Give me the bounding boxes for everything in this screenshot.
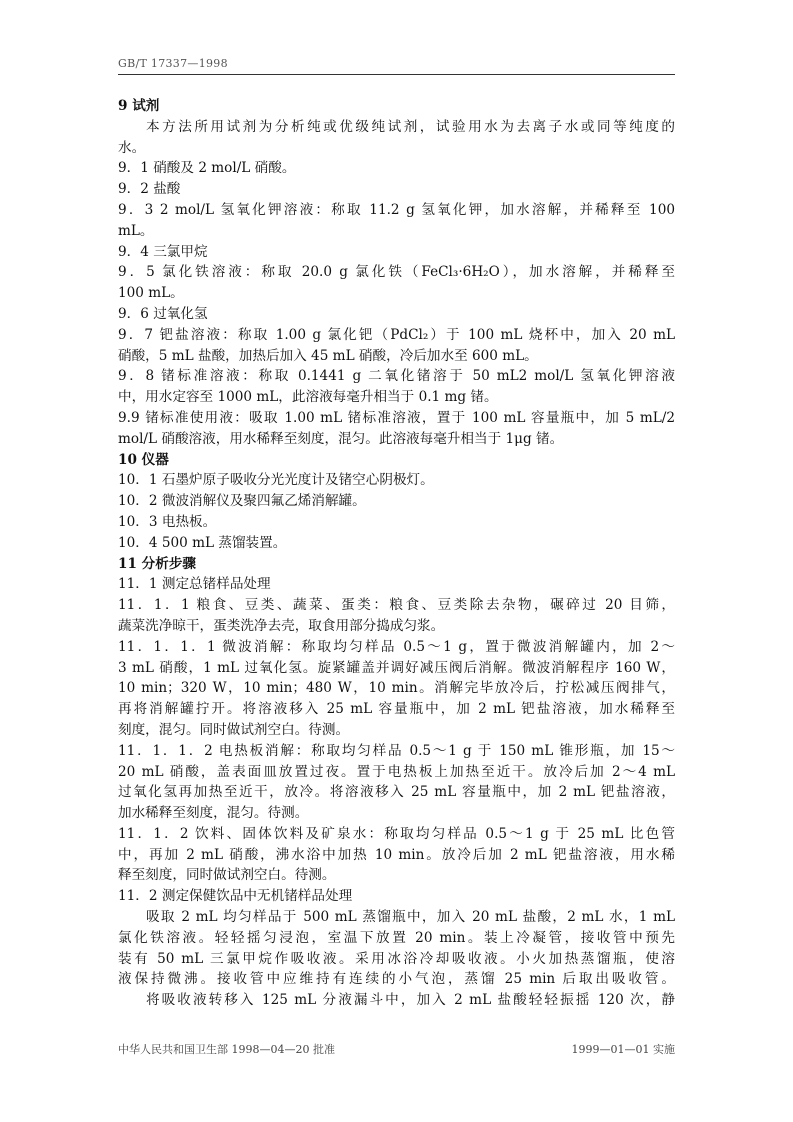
- standard-number: GB/T 17337—1998: [118, 57, 228, 70]
- section-heading: 11 分析步骤: [118, 555, 197, 572]
- text-line: 10．4 500 mL 蒸馏装置。: [118, 534, 287, 551]
- text-line: 再将消解罐拧开。将溶液移入 25 mL 容量瓶中，加 2 mL 钯盐溶液，加水稀释至: [118, 701, 675, 718]
- text-line: 吸取 2 mL 均匀样品于 500 mL 蒸馏瓶中，加入 20 mL 盐酸，2 mL 水，1 mL: [146, 909, 675, 926]
- text-line: 过氧化氢再加热至近干，放冷。将溶液移入 25 mL 容量瓶中，加 2 mL 钯盐溶液，: [118, 784, 675, 801]
- text-line: 蔬菜洗净晾干，蛋类洗净去壳，取食用部分捣成匀浆。: [118, 617, 445, 634]
- text-line: 释至刻度，同时做试剂空白。待测。: [118, 867, 336, 884]
- text-line: 氯化铁溶液。轻轻摇匀浸泡，室温下放置 20 min。装上冷凝管，接收管中预先: [118, 929, 675, 946]
- section-heading: 9 试剂: [118, 98, 160, 114]
- text-line: 中，用水定容至 1000 mL，此溶液每毫升相当于 0.1 mg 锗。: [118, 389, 498, 406]
- text-line: 将吸收液转移入 125 mL 分液漏斗中，加入 2 mL 盐酸轻轻振摇 120 次，静: [146, 992, 675, 1009]
- text-line: 10．3 电热板。: [118, 513, 217, 530]
- text-line: 11．1．1．1 微波消解：称取均匀样品 0.5～1 g，置于微波消解罐内，加 2～: [118, 638, 675, 655]
- text-line: 9．6 过氧化氢: [118, 305, 208, 322]
- text-line: 本方法所用试剂为分析纯或优级纯试剂，试验用水为去离子水或同等纯度的: [146, 118, 675, 135]
- text-line: 11．1 测定总锗样品处理: [118, 576, 271, 593]
- text-line: 9．3 2 mol/L 氢氧化钾溶液：称取 11.2 g 氢氧化钾，加水溶解，并稀释至 100: [118, 201, 675, 218]
- text-line: 100 mL。: [118, 285, 184, 302]
- text-line: 加水稀释至刻度，混匀。待测。: [118, 805, 309, 822]
- text-line: 9．1 硝酸及 2 mol/L 硝酸。: [118, 160, 296, 177]
- text-line: 中，再加 2 mL 硝酸，沸水浴中加热 10 min。放冷后加 2 mL 钯盐溶液，用水稀: [118, 846, 675, 863]
- text-line: 10．2 微波消解仪及聚四氟乙烯消解罐。: [118, 493, 366, 510]
- text-line: 9．7 钯盐溶液：称取 1.00 g 氯化钯（PdCl₂）于 100 mL 烧杯中，加入 20 mL: [118, 326, 675, 343]
- text-line: 9．8 锗标准溶液：称取 0.1441 g 二氧化锗溶于 50 mL2 mol/L 氢氧化钾溶液: [118, 368, 675, 385]
- text-line: 装有 50 mL 三氯甲烷作吸收液。采用冰浴冷却吸收液。小火加热蒸馏瓶，使溶: [118, 950, 675, 967]
- text-line: 3 mL 硝酸，1 mL 过氧化氢。旋紧罐盖并调好减压阀后消解。微波消解程序 160 W，: [118, 659, 675, 676]
- text-line: 水。: [118, 139, 146, 156]
- text-line: 11．1．1．2 电热板消解：称取均匀样品 0.5～1 g 于 150 mL 锥形瓶，加 15～: [118, 742, 675, 759]
- implementation-date: 1999—01—01 实施: [571, 1043, 675, 1056]
- text-line: 20 mL 硝酸，盖表面皿放置过夜。置于电热板上加热至近干。放冷后加 2～4 mL: [118, 763, 675, 780]
- text-line: 刻度，混匀。同时做试剂空白。待测。: [118, 721, 350, 738]
- text-line: mL。: [118, 222, 154, 239]
- text-line: 11．1．2 饮料、固体饮料及矿泉水：称取均匀样品 0.5～1 g 于 25 mL 比色管: [118, 825, 675, 842]
- text-line: mol/L 硝酸溶液，用水稀释至刻度，混匀。此溶液每毫升相当于 1μg 锗。: [118, 430, 564, 447]
- text-line: 11．1．1 粮食、豆类、蔬菜、蛋类：粮食、豆类除去杂物，碾碎过 20 目筛，: [118, 597, 675, 614]
- text-line: 硝酸，5 mL 盐酸，加热后加入 45 mL 硝酸，冷后加水至 600 mL。: [118, 347, 538, 364]
- section-heading: 10 仪器: [118, 451, 169, 468]
- header-rule: [118, 74, 675, 75]
- text-line: 液保持微沸。接收管中应维持有连续的小气泡，蒸馏 25 min 后取出吸收管。: [118, 971, 675, 988]
- text-line: 9．2 盐酸: [118, 181, 181, 198]
- approval-date: 中华人民共和国卫生部 1998—04—20 批准: [118, 1043, 335, 1056]
- text-line: 10．1 石墨炉原子吸收分光光度计及锗空心阴极灯。: [118, 472, 434, 489]
- body-text: [118, 96, 675, 1011]
- text-line: 9．4 三氯甲烷: [118, 243, 208, 260]
- text-line: 11．2 测定保健饮品中无机锗样品处理: [118, 888, 353, 905]
- text-line: 10 min；320 W，10 min；480 W，10 min。消解完毕放冷后，拧松减压阀排气，: [118, 680, 675, 697]
- text-line: 9.9 锗标准使用液：吸取 1.00 mL 锗标准溶液，置于 100 mL 容量瓶中，加 5 mL/2: [118, 409, 675, 426]
- text-line: 9．5 氯化铁溶液：称取 20.0 g 氯化铁（FeCl₃·6H₂O），加水溶解，并稀释至: [118, 264, 675, 281]
